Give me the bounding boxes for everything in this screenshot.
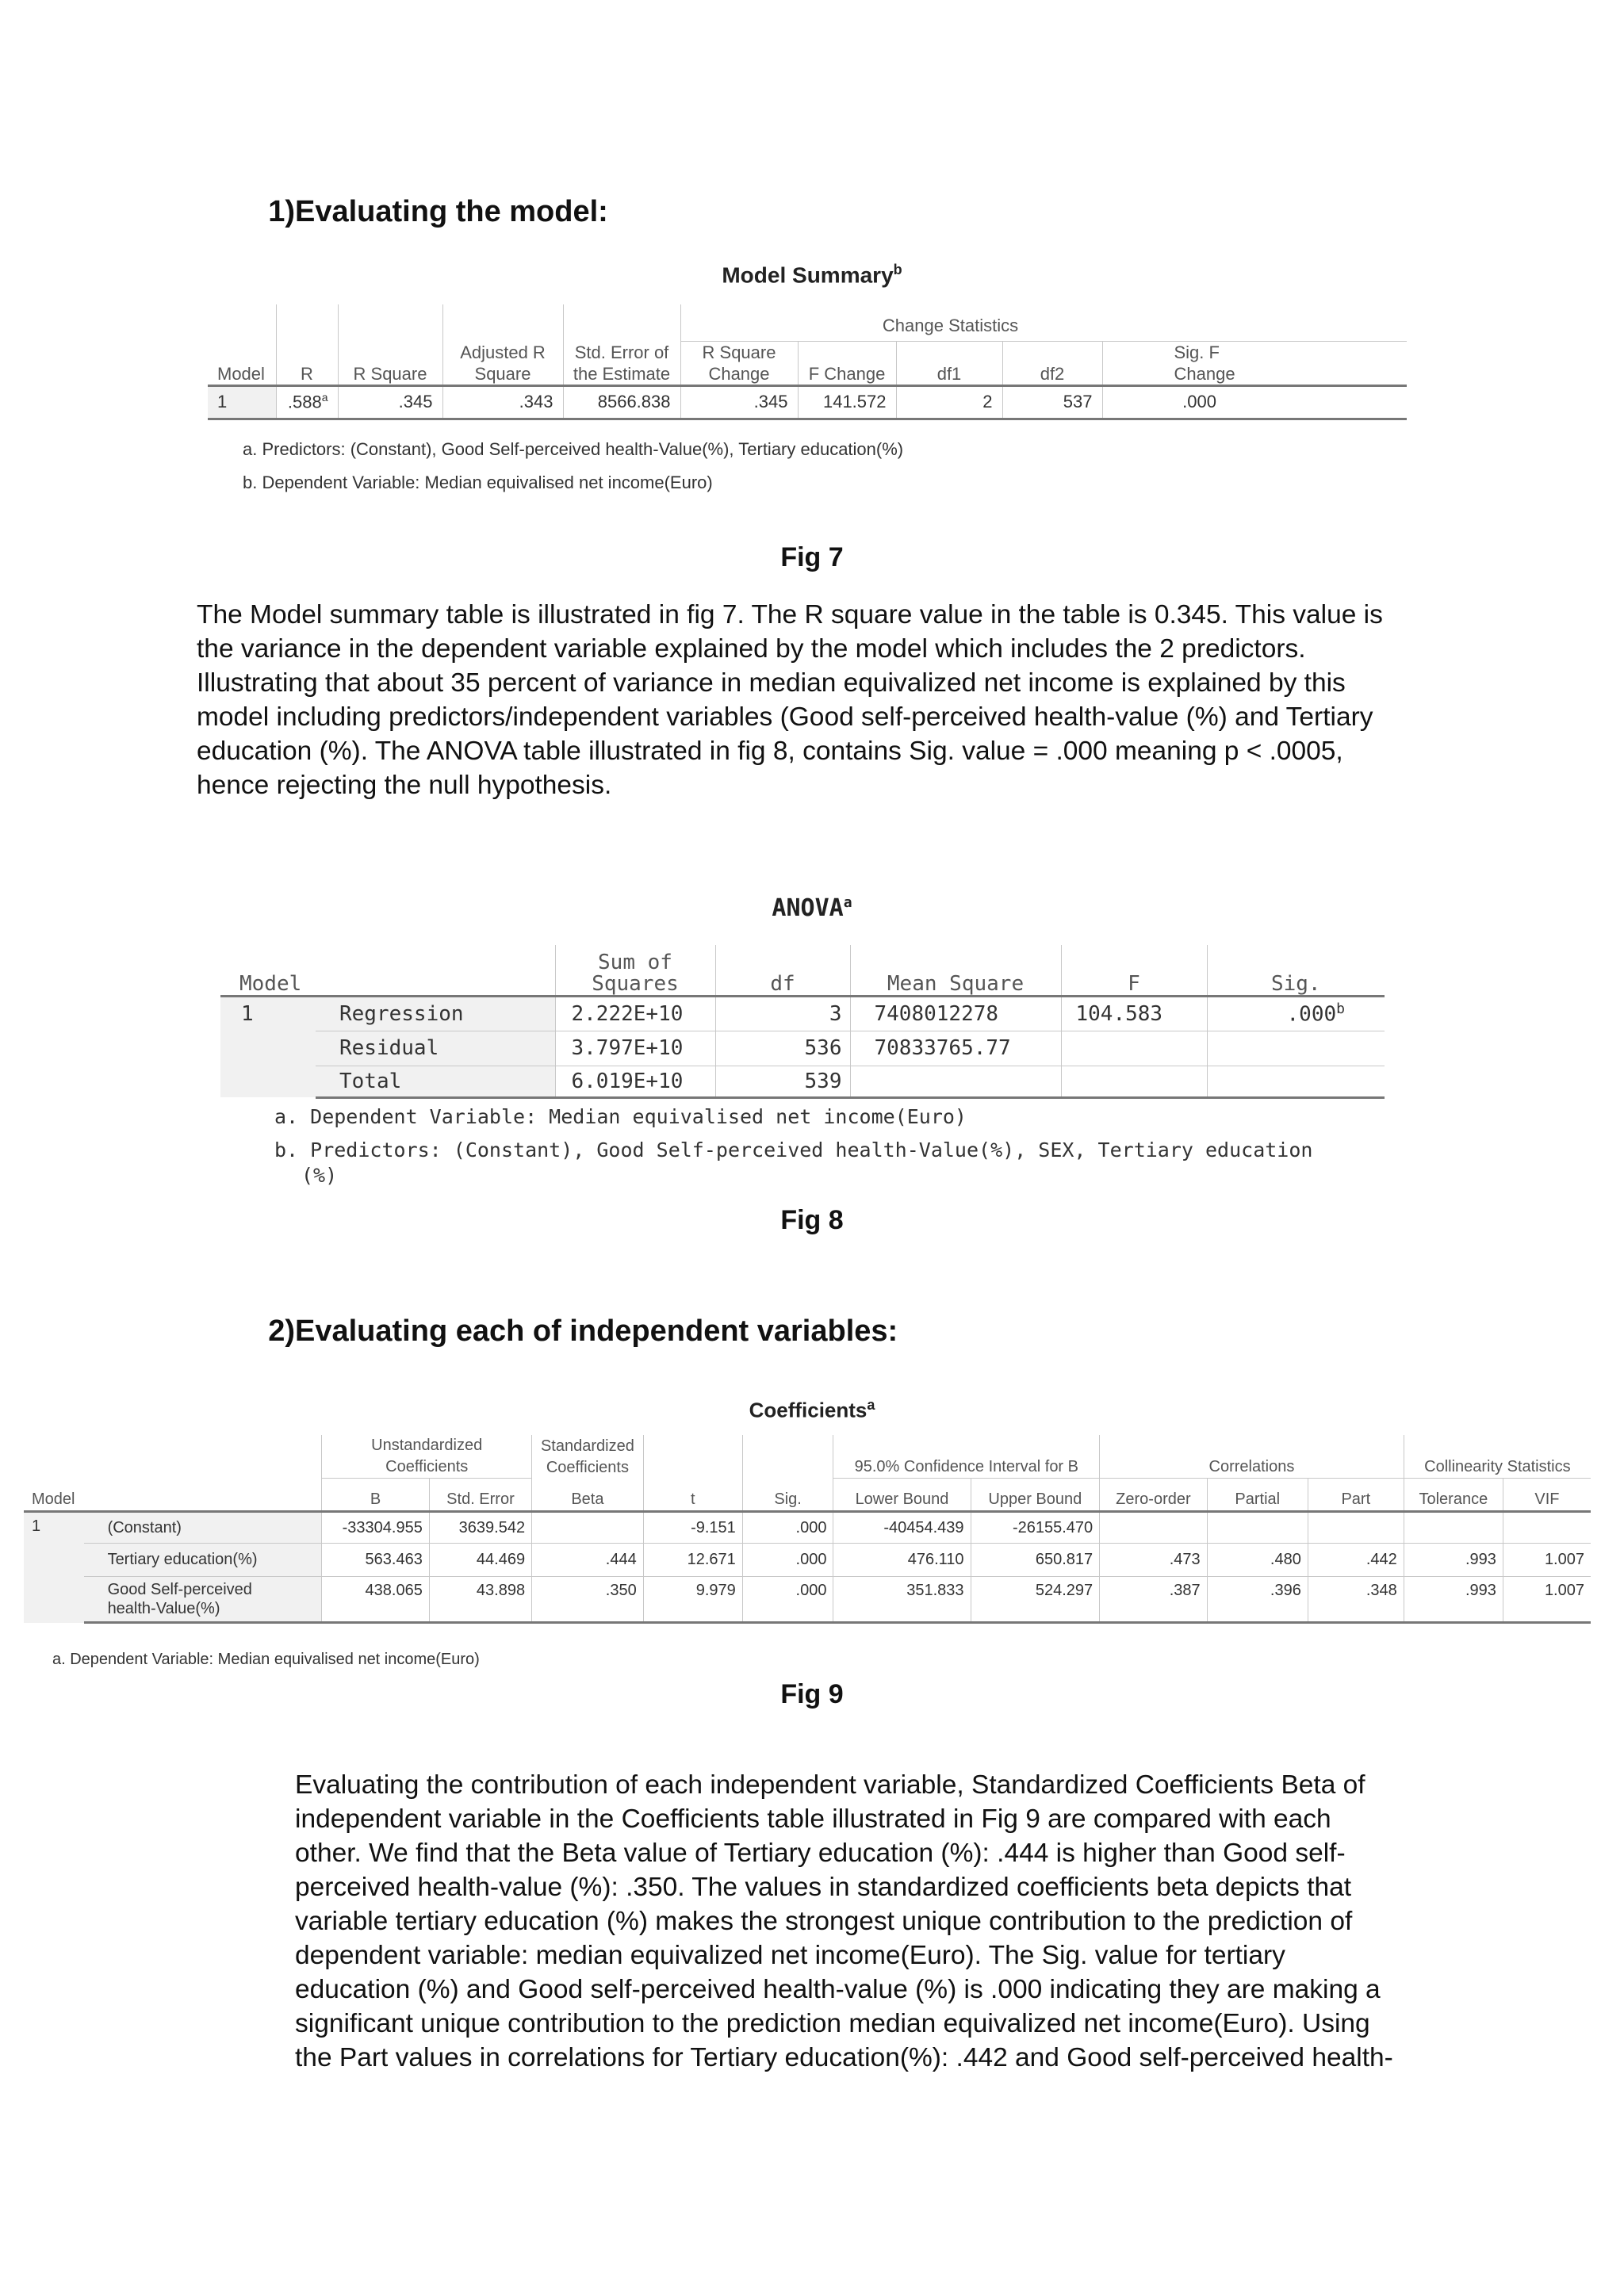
section-number: 2) xyxy=(268,1314,295,1348)
value: .000 xyxy=(1286,1002,1337,1027)
section-number: 1) xyxy=(268,195,295,228)
cell-se: 3639.542 xyxy=(429,1512,531,1544)
cell-adj-r-square: .343 xyxy=(442,385,563,419)
cell-partial xyxy=(1207,1512,1308,1544)
paragraph-line: hence rejecting the null hypothesis. xyxy=(197,771,612,800)
header-line: Change xyxy=(708,363,770,384)
anova-title xyxy=(0,894,1624,922)
paragraph-line: Evaluating the contribution of each independent variable, Standardized Coefficients Beta of xyxy=(295,1770,1365,1800)
header-line: Sig. F xyxy=(1174,342,1220,362)
cell-partial: .396 xyxy=(1207,1577,1308,1623)
cell-model: 1 xyxy=(208,385,276,419)
cell-b: 563.463 xyxy=(322,1544,430,1577)
cell-sig: .000 xyxy=(742,1512,833,1544)
row-label: Tertiary education(%) xyxy=(84,1544,322,1577)
col-lower-bound: Lower Bound xyxy=(833,1479,971,1512)
coefficients-table xyxy=(24,1435,1591,1624)
section-title: Evaluating each of independent variables: xyxy=(295,1314,898,1348)
cell-se: 43.898 xyxy=(429,1577,531,1623)
anova-table xyxy=(220,945,1385,1099)
cell-model: 1 xyxy=(220,996,316,1097)
superscript: b xyxy=(1336,1001,1345,1018)
cell-sig-f-change: .000 xyxy=(1102,385,1407,419)
col-f-change: F Change xyxy=(798,341,896,385)
figure-caption-9: Fig 9 xyxy=(780,1679,844,1709)
cell-r-square: .345 xyxy=(338,385,442,419)
cell-model: 1 xyxy=(24,1512,84,1623)
col-f: F xyxy=(1061,945,1207,996)
correlations-header: Correlations xyxy=(1100,1435,1404,1479)
section-heading-1 xyxy=(244,195,608,229)
table-row xyxy=(24,1544,1591,1577)
cell-vif: 1.007 xyxy=(1503,1544,1591,1577)
paragraph-line: education (%) and Good self-perceived health-value (%) is .000 indicating they are making a xyxy=(295,1975,1381,2004)
col-std-error xyxy=(563,341,680,385)
header-line: Sum of xyxy=(598,950,672,974)
col-partial: Partial xyxy=(1207,1479,1308,1512)
model-summary-note-a: a. Predictors: (Constant), Good Self-perceived health-Value(%), Tertiary education(%) xyxy=(243,439,904,459)
cell-beta: .350 xyxy=(532,1577,644,1623)
cell-b: 438.065 xyxy=(322,1577,430,1623)
row-label: Regression xyxy=(316,996,555,1031)
model-summary-title xyxy=(0,262,1624,288)
cell-se: 44.469 xyxy=(429,1544,531,1577)
cell-zero: .387 xyxy=(1100,1577,1208,1623)
paragraph-line: education (%). The ANOVA table illustrated in fig 8, contains Sig. value = .000 meaning p < .0005, xyxy=(197,737,1343,766)
col-r: R xyxy=(276,341,338,385)
col-model: Model xyxy=(217,363,265,384)
cell-f xyxy=(1061,1066,1207,1097)
table-row xyxy=(24,1577,1591,1623)
standardized-header xyxy=(532,1435,644,1479)
cell-beta xyxy=(532,1512,644,1544)
cell-upper: -26155.470 xyxy=(971,1512,1100,1544)
anova-note-b: b. Predictors: (Constant), Good Self-perceived health-Value(%), SEX, Tertiary education xyxy=(274,1138,1313,1161)
paragraph-line: the Part values in correlations for Tertiary education(%): .442 and Good self-perceived health- xyxy=(295,2043,1393,2072)
row-label: Total xyxy=(316,1066,555,1097)
superscript: a xyxy=(321,391,328,404)
cell-df: 536 xyxy=(715,1031,850,1066)
cell-zero: .473 xyxy=(1100,1544,1208,1577)
cell-vif xyxy=(1503,1512,1591,1544)
header-line: Standardized xyxy=(540,1437,634,1455)
header-line: Coefficients xyxy=(546,1458,629,1476)
cell-df: 539 xyxy=(715,1066,850,1097)
col-sig: Sig. xyxy=(1207,945,1385,996)
title-superscript: a xyxy=(843,894,852,911)
row-label xyxy=(84,1577,322,1623)
cell-vif: 1.007 xyxy=(1503,1577,1591,1623)
cell-ss: 6.019E+10 xyxy=(555,1066,715,1097)
paragraph-line: significant unique contribution to the prediction median equivalized net income(Euro). Using xyxy=(295,2009,1370,2038)
coefficients-note: a. Dependent Variable: Median equivalised net income(Euro) xyxy=(52,1651,480,1668)
cell-df: 3 xyxy=(715,996,850,1031)
title-superscript: b xyxy=(893,262,902,277)
row-label: Residual xyxy=(316,1031,555,1066)
paragraph-line: The Model summary table is illustrated in fig 7. The R square value in the table is 0.345. This value is xyxy=(197,600,1383,629)
confidence-interval-header: 95.0% Confidence Interval for B xyxy=(833,1435,1100,1479)
col-b: B xyxy=(322,1479,430,1512)
cell-tol xyxy=(1404,1512,1503,1544)
cell-f-change: 141.572 xyxy=(798,385,896,419)
cell-f: 104.583 xyxy=(1061,996,1207,1031)
coefficients-title xyxy=(0,1397,1624,1423)
cell-ms: 7408012278 xyxy=(850,996,1061,1031)
paragraph-line: independent variable in the Coefficients table illustrated in Fig 9 are compared with each xyxy=(295,1804,1331,1834)
col-sig: Sig. xyxy=(742,1479,833,1512)
paragraph-line: variable tertiary education (%) makes the strongest unique contribution to the prediction of xyxy=(295,1907,1353,1936)
cell-ss: 3.797E+10 xyxy=(555,1031,715,1066)
cell-upper: 650.817 xyxy=(971,1544,1100,1577)
title-superscript: a xyxy=(867,1397,875,1413)
section-heading-2 xyxy=(244,1314,898,1349)
cell-partial: .480 xyxy=(1207,1544,1308,1577)
col-r-square-change xyxy=(680,341,798,385)
cell-b: -33304.955 xyxy=(322,1512,430,1544)
cell-ms: 70833765.77 xyxy=(850,1031,1061,1066)
table-title-text: Coefficients xyxy=(749,1398,868,1422)
anova-note-b-cont: (%) xyxy=(301,1164,338,1187)
header-line: the Estimate xyxy=(573,363,671,384)
header-line: R Square xyxy=(702,342,776,362)
col-df1: df1 xyxy=(896,341,1002,385)
table-title-text: ANOVA xyxy=(772,894,844,922)
col-df: df xyxy=(715,945,850,996)
cell-part: .348 xyxy=(1308,1577,1404,1623)
col-adj-r-square xyxy=(442,341,563,385)
col-sum-of-squares xyxy=(555,945,715,996)
change-statistics-header: Change Statistics xyxy=(882,316,1019,336)
col-zero-order: Zero-order xyxy=(1100,1479,1208,1512)
cell-lower: 351.833 xyxy=(833,1577,971,1623)
col-model: Model xyxy=(32,1490,75,1508)
cell-tol: .993 xyxy=(1404,1544,1503,1577)
paragraph-line: model including predictors/independent variables (Good self-perceived health-value (%) and Tertiary xyxy=(197,702,1373,732)
header-line: Adjusted R xyxy=(460,342,546,362)
paragraph-line: dependent variable: median equivalized net income(Euro). The Sig. value for tertiary xyxy=(295,1941,1285,1970)
figure-caption-7: Fig 7 xyxy=(780,542,844,572)
col-beta: Beta xyxy=(532,1479,644,1512)
unstandardized-header: Unstandardized Coefficients xyxy=(322,1435,532,1479)
header-line: Square xyxy=(474,363,531,384)
cell-beta: .444 xyxy=(532,1544,644,1577)
table-row xyxy=(220,1031,1385,1066)
cell-ss: 2.222E+10 xyxy=(555,996,715,1031)
table-row xyxy=(24,1512,1591,1544)
cell-r xyxy=(276,385,338,419)
cell-f xyxy=(1061,1031,1207,1066)
paragraph-line: Illustrating that about 35 percent of variance in median equivalized net income is explained by this xyxy=(197,668,1346,698)
model-summary-note-b: b. Dependent Variable: Median equivalised net income(Euro) xyxy=(243,473,713,492)
cell-sig: .000 xyxy=(742,1577,833,1623)
collinearity-header: Collinearity Statistics xyxy=(1404,1435,1591,1479)
col-df2: df2 xyxy=(1002,341,1102,385)
col-mean-square: Mean Square xyxy=(850,945,1061,996)
cell-std-error: 8566.838 xyxy=(563,385,680,419)
paragraph-1 xyxy=(197,598,1383,802)
header-line: Change xyxy=(1174,363,1235,384)
col-tolerance: Tolerance xyxy=(1404,1479,1503,1512)
col-part: Part xyxy=(1308,1479,1404,1512)
cell-tol: .993 xyxy=(1404,1577,1503,1623)
cell-df2: 537 xyxy=(1002,385,1102,419)
figure-caption-8: Fig 8 xyxy=(780,1205,844,1235)
cell-r-square-change: .345 xyxy=(680,385,798,419)
cell-sig xyxy=(1207,996,1385,1031)
cell-part: .442 xyxy=(1308,1544,1404,1577)
col-std-error: Std. Error xyxy=(429,1479,531,1512)
cell-ms xyxy=(850,1066,1061,1097)
cell-upper: 524.297 xyxy=(971,1577,1100,1623)
cell-part xyxy=(1308,1512,1404,1544)
col-t: t xyxy=(643,1479,742,1512)
table-row xyxy=(220,996,1385,1031)
label-line: Good Self-perceived xyxy=(107,1581,252,1598)
cell-lower: -40454.439 xyxy=(833,1512,971,1544)
table-row xyxy=(220,1066,1385,1097)
col-upper-bound: Upper Bound xyxy=(971,1479,1100,1512)
col-model: Model xyxy=(239,971,302,996)
label-line: health-Value(%) xyxy=(107,1600,220,1617)
cell-t: -9.151 xyxy=(643,1512,742,1544)
section-title: Evaluating the model: xyxy=(295,195,608,228)
cell-df1: 2 xyxy=(896,385,1002,419)
table-title-text: Model Summary xyxy=(722,262,894,288)
paragraph-2 xyxy=(295,1768,1393,2075)
cell-zero xyxy=(1100,1512,1208,1544)
paragraph-line: the variance in the dependent variable explained by the model which includes the 2 predictors. xyxy=(197,634,1306,664)
col-sig-f-change xyxy=(1102,341,1407,385)
value: .588 xyxy=(287,392,322,412)
table-row xyxy=(208,385,1407,419)
model-summary-table xyxy=(208,304,1407,420)
row-label: (Constant) xyxy=(84,1512,322,1544)
cell-sig: .000 xyxy=(742,1544,833,1577)
paragraph-line: perceived health-value (%): .350. The values in standardized coefficients beta depicts that xyxy=(295,1873,1352,1902)
cell-sig xyxy=(1207,1031,1385,1066)
cell-lower: 476.110 xyxy=(833,1544,971,1577)
cell-t: 12.671 xyxy=(643,1544,742,1577)
paragraph-line: other. We find that the Beta value of Tertiary education (%): .444 is higher than Good self- xyxy=(295,1839,1346,1868)
header-line: Std. Error of xyxy=(574,342,669,362)
col-r-square: R Square xyxy=(338,341,442,385)
cell-sig xyxy=(1207,1066,1385,1097)
cell-t: 9.979 xyxy=(643,1577,742,1623)
anova-note-a: a. Dependent Variable: Median equivalised net income(Euro) xyxy=(274,1105,967,1128)
col-vif: VIF xyxy=(1503,1479,1591,1512)
header-line: Squares xyxy=(592,971,679,996)
